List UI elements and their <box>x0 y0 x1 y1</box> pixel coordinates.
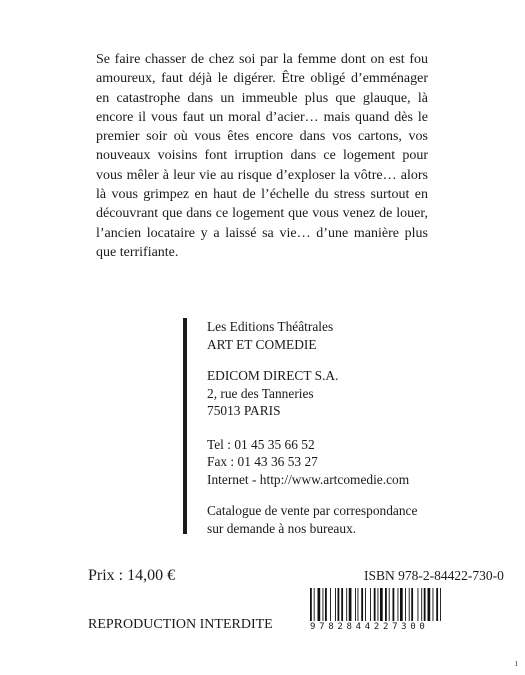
isbn-label: ISBN 978-2-84422-730-0 <box>364 568 504 583</box>
catalogue-line-2: sur demande à nos bureaux. <box>207 520 357 536</box>
publisher-tel: Tel : 01 45 35 66 52 <box>207 436 315 452</box>
page-number: 1 <box>514 660 518 668</box>
reproduction-notice: REPRODUCTION INTERDITE <box>88 617 273 632</box>
publisher-line-2: ART ET COMEDIE <box>207 336 317 352</box>
publisher-internet: Internet - http://www.artcomedie.com <box>207 471 410 487</box>
publisher-company: EDICOM DIRECT S.A. <box>207 368 339 383</box>
publisher-street: 2, rue des Tanneries <box>207 385 314 401</box>
publisher-fax: Fax : 01 43 36 53 27 <box>207 454 318 469</box>
price-label: Prix : 14,00 € <box>88 567 176 584</box>
barcode-digits: 9782844227300 <box>310 622 429 632</box>
back-cover-blurb: Se faire chasser de chez soi par la femme dont on est fou amoureux, faut déjà le digérer. Être obligé d’emménager en catastrophe dans un immeuble plus que glauque, là encore il vous faut un moral d’acier… mais quand dès le premier soir où vous êtes encore dans vos cartons, vos nouveaux voisins font irruption dans ce logement pour vous mêler à leur vie au risque d’exploser la vôtre… alors là vous grimpez en haut de l’échelle du stress surtout en découvrant que dans ce logement que vous venez de louer, l’ancien locataire y a laissé sa vie… d’une manière plus que terrifiante. <box>96 52 428 260</box>
publisher-line-1: Les Editions Théâtrales <box>207 319 334 334</box>
publisher-info <box>183 318 417 534</box>
catalogue-line-1: Catalogue de vente par correspondance <box>207 503 418 518</box>
publisher-city: 75013 PARIS <box>207 403 281 418</box>
